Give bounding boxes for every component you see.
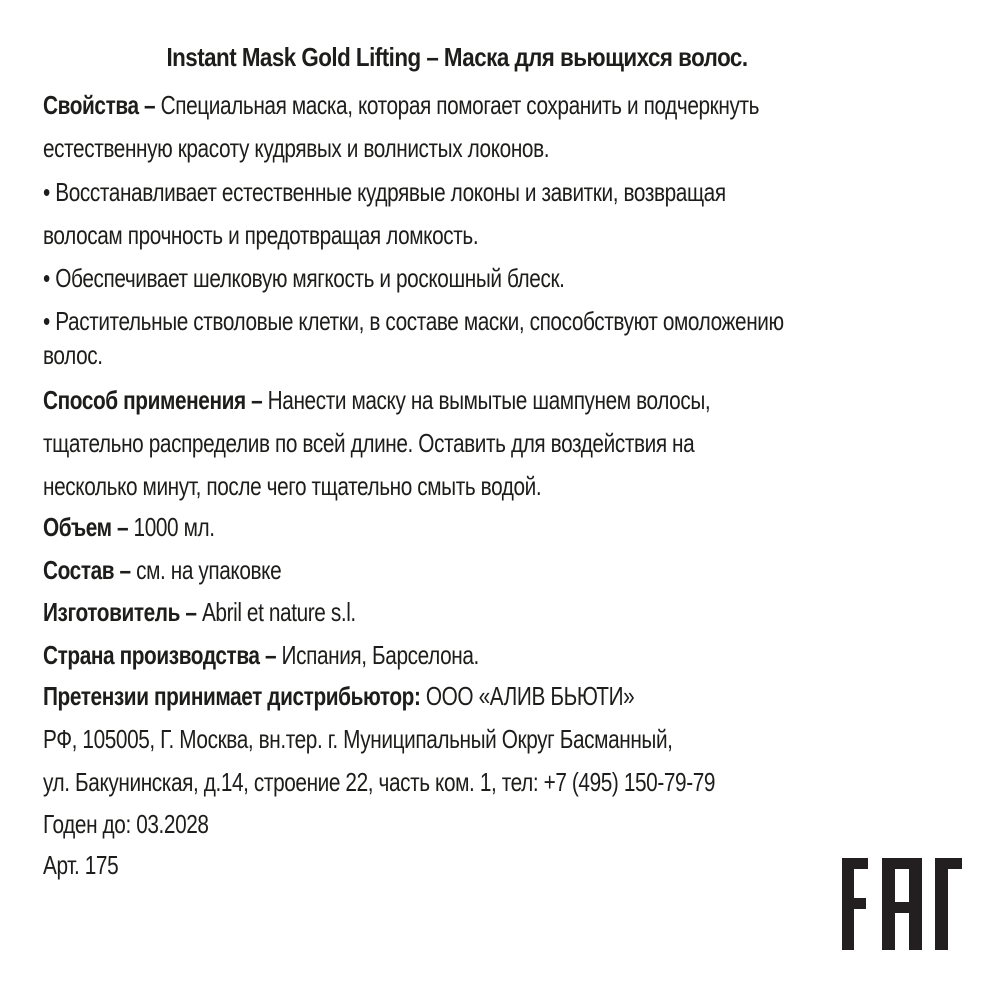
- country-label: Страна производства –: [43, 640, 277, 670]
- composition-value: см. на упаковке: [130, 555, 282, 585]
- properties-text: Специальная маска, которая помогает сохранить и подчеркнуть: [155, 90, 760, 120]
- article-number: Арт. 175: [43, 850, 119, 880]
- usage-text: Нанести маску на вымытые шампунем волосы,: [262, 385, 711, 415]
- bullet-stem-cells-line-1: • Растительные стволовые клетки, в составе маски, способствуют омоложению: [43, 306, 784, 336]
- claims-line: [43, 681, 634, 711]
- address-line-1: РФ, 105005, Г. Москва, вн.тер. г. Муниципальный Округ Басманный,: [43, 724, 673, 754]
- properties-label: Свойства –: [43, 90, 156, 120]
- eac-mark-icon: [842, 858, 962, 950]
- manufacturer-line: [43, 597, 356, 627]
- country-line: [43, 640, 479, 670]
- composition-line: [43, 555, 281, 585]
- properties-line-1: [43, 90, 759, 120]
- volume-value: 1000 мл.: [128, 512, 215, 542]
- bullet-stem-cells-line-2: волос.: [43, 340, 103, 370]
- manufacturer-label: Изготовитель –: [43, 597, 197, 627]
- composition-label: Состав –: [43, 555, 131, 585]
- product-title: Instant Mask Gold Lifting – Маска для вьющихся волос.: [166, 42, 748, 72]
- expiry-date: Годен до: 03.2028: [43, 809, 209, 839]
- country-value: Испания, Барселона.: [276, 640, 479, 670]
- claims-value: ООО «АЛИВ БЬЮТИ»: [420, 681, 635, 711]
- bullet-restores-line-1: • Восстанавливает естественные кудрявые локоны и завитки, возвращая: [43, 177, 726, 207]
- address-line-2: ул. Бакунинская, д.14, строение 22, часть ком. 1, тел: +7 (495) 150-79-79: [43, 767, 716, 797]
- claims-label: Претензии принимает дистрибьютор:: [43, 681, 421, 711]
- usage-line-1: [43, 385, 710, 415]
- usage-line-3: несколько минут, после чего тщательно смыть водой.: [43, 471, 542, 501]
- usage-label: Способ применения –: [43, 385, 263, 415]
- bullet-restores-line-2: волосам прочность и предотвращая ломкость.: [43, 220, 479, 250]
- properties-line-2: естественную красоту кудрявых и волнистых локонов.: [43, 133, 550, 163]
- volume-label: Объем –: [43, 512, 129, 542]
- usage-line-2: тщательно распределив по всей длине. Оставить для воздействия на: [43, 428, 695, 458]
- manufacturer-value: Abril et nature s.l.: [196, 597, 356, 627]
- bullet-softness: • Обеспечивает шелковую мягкость и роскошный блеск.: [43, 263, 565, 293]
- volume-line: [43, 512, 215, 542]
